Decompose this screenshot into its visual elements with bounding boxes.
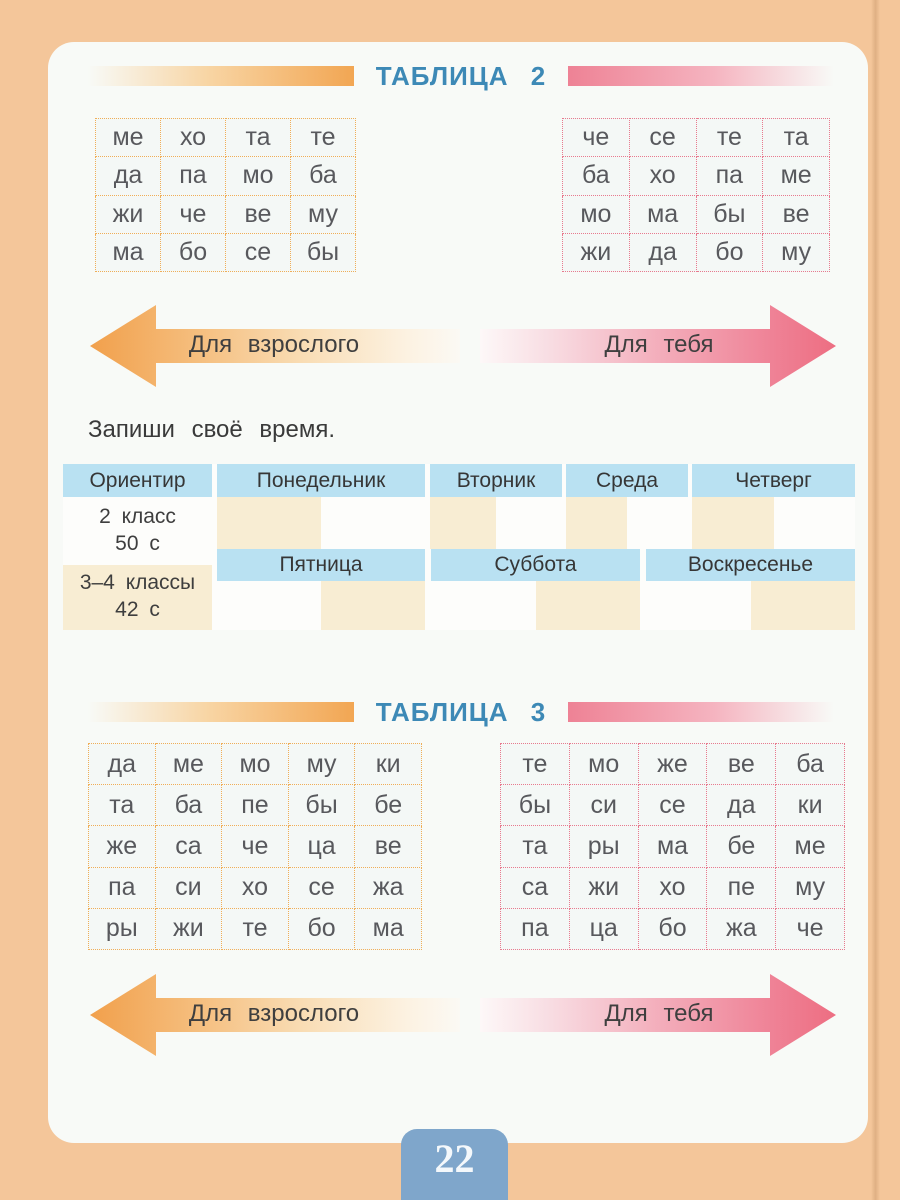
instruction-text: Запиши своё время. [88, 416, 336, 443]
syllable-cell: бо [161, 233, 226, 271]
syllable-cell: ма [629, 195, 696, 233]
syllable-cell: ры [569, 826, 638, 867]
syllable-cell: те [501, 744, 570, 785]
syllable-cell: мо [563, 195, 630, 233]
syllable-cell: жи [563, 233, 630, 271]
syllable-cell: ба [291, 157, 356, 195]
syllable-cell: хо [222, 867, 289, 908]
syllable-cell: ве [355, 826, 422, 867]
syllable-cell: че [563, 119, 630, 157]
benchmark-grade-3-4 [63, 569, 212, 623]
syllable-row [563, 157, 830, 195]
arrow-for-adult-label: Для взрослого [188, 999, 360, 1027]
syllable-cell: ба [155, 785, 222, 826]
benchmark-time-label: 42 с [115, 598, 160, 621]
syllable-table-2-adult [95, 118, 356, 272]
syllable-cell: се [629, 119, 696, 157]
syllable-cell: та [501, 826, 570, 867]
syllable-row [501, 826, 845, 867]
syllable-cell: ме [155, 744, 222, 785]
syllable-cell: че [222, 826, 289, 867]
syllable-cell: се [288, 867, 355, 908]
syllable-cell: бе [707, 826, 776, 867]
benchmark-time-label: 50 с [115, 532, 160, 555]
syllable-row [96, 195, 356, 233]
syllable-cell: му [763, 233, 830, 271]
arrow-for-child [480, 972, 838, 1058]
syllable-cell: ры [89, 908, 156, 949]
answer-cell [321, 581, 425, 630]
syllable-cell: ве [763, 195, 830, 233]
syllable-cell: бо [638, 908, 707, 949]
syllable-cell: хо [161, 119, 226, 157]
answer-cell [430, 497, 496, 549]
table3-title: ТАБЛИЦА 3 [375, 696, 547, 727]
syllable-cell: се [638, 785, 707, 826]
syllable-cell: са [155, 826, 222, 867]
gradient-bar-orange [88, 66, 354, 86]
syllable-cell: бо [696, 233, 763, 271]
syllable-cell: те [696, 119, 763, 157]
syllable-cell: да [96, 157, 161, 195]
page-number: 22 [434, 1136, 475, 1181]
arrow-for-child-label: Для тебя [604, 330, 714, 358]
benchmark-grade-label: 3–4 классы [79, 571, 196, 594]
syllable-cell: се [226, 233, 291, 271]
answer-cell [217, 497, 321, 549]
time-table-header-tuesday: Вторник [430, 464, 562, 497]
syllable-cell: жи [569, 867, 638, 908]
syllable-cell: му [291, 195, 356, 233]
syllable-row [89, 826, 422, 867]
syllable-cell: жа [355, 867, 422, 908]
syllable-cell: бе [355, 785, 422, 826]
arrow-for-adult-label: Для взрослого [188, 330, 360, 358]
syllable-cell: па [696, 157, 763, 195]
time-table-header-thursday: Четверг [692, 464, 855, 497]
syllable-cell: те [222, 908, 289, 949]
time-table-header-sunday: Воскресенье [646, 549, 855, 581]
syllable-cell: ме [96, 119, 161, 157]
syllable-cell: ма [96, 233, 161, 271]
syllable-cell: ба [563, 157, 630, 195]
syllable-cell: те [291, 119, 356, 157]
syllable-cell: си [569, 785, 638, 826]
syllable-row [96, 119, 356, 157]
syllable-row [89, 867, 422, 908]
syllable-cell: ме [763, 157, 830, 195]
syllable-row [501, 744, 845, 785]
syllable-cell: да [707, 785, 776, 826]
syllable-cell: жа [707, 908, 776, 949]
syllable-cell: бы [696, 195, 763, 233]
syllable-cell: жи [96, 195, 161, 233]
syllable-row [89, 785, 422, 826]
workbook-page [48, 42, 868, 1143]
syllable-row [96, 233, 356, 271]
answer-cell [692, 497, 774, 549]
syllable-cell: же [89, 826, 156, 867]
syllable-row [501, 867, 845, 908]
table2-title-row [88, 62, 834, 90]
syllable-cell: та [89, 785, 156, 826]
syllable-cell: мо [222, 744, 289, 785]
syllable-cell: че [161, 195, 226, 233]
syllable-cell: ме [776, 826, 845, 867]
page-edge-shadow [871, 0, 880, 1200]
page-number-tab [401, 1129, 508, 1200]
syllable-cell: пе [222, 785, 289, 826]
syllable-cell: та [763, 119, 830, 157]
syllable-cell: ма [638, 826, 707, 867]
syllable-cell: мо [569, 744, 638, 785]
syllable-cell: же [638, 744, 707, 785]
syllable-row [89, 744, 422, 785]
syllable-row [501, 908, 845, 949]
time-table-header-wednesday: Среда [566, 464, 688, 497]
syllable-table-3-child [500, 743, 845, 950]
syllable-cell: ки [776, 785, 845, 826]
syllable-row [501, 785, 845, 826]
time-table-header-orientir: Ориентир [63, 464, 212, 497]
benchmark-grade-label: 2 класс [99, 505, 176, 528]
syllable-cell: жи [155, 908, 222, 949]
table2-title: ТАБЛИЦА 2 [375, 60, 547, 91]
syllable-cell: бы [501, 785, 570, 826]
table3-title-row [88, 698, 834, 726]
syllable-row [563, 233, 830, 271]
syllable-cell: хо [629, 157, 696, 195]
time-table-header-monday: Понедельник [217, 464, 425, 497]
syllable-cell: бо [288, 908, 355, 949]
time-table [63, 464, 855, 630]
syllable-cell: си [155, 867, 222, 908]
syllable-table-3-adult [88, 743, 422, 950]
answer-cell [751, 581, 855, 630]
arrow-for-adult [88, 303, 460, 389]
syllable-cell: ца [569, 908, 638, 949]
syllable-table-2-child [562, 118, 830, 272]
syllable-cell: па [89, 867, 156, 908]
arrow-for-adult [88, 972, 460, 1058]
time-table-header-saturday: Суббота [431, 549, 640, 581]
answer-cell [536, 581, 640, 630]
syllable-cell: па [501, 908, 570, 949]
syllable-cell: ве [707, 744, 776, 785]
gradient-bar-pink [568, 702, 834, 722]
syllable-row [89, 908, 422, 949]
syllable-row [96, 157, 356, 195]
syllable-cell: ба [776, 744, 845, 785]
syllable-cell: мо [226, 157, 291, 195]
syllable-cell: ки [355, 744, 422, 785]
gradient-bar-orange [88, 702, 354, 722]
syllable-cell: ве [226, 195, 291, 233]
syllable-cell: да [89, 744, 156, 785]
syllable-cell: ца [288, 826, 355, 867]
arrow-for-child [480, 303, 838, 389]
answer-cell [566, 497, 627, 549]
syllable-cell: та [226, 119, 291, 157]
syllable-cell: ма [355, 908, 422, 949]
syllable-cell: че [776, 908, 845, 949]
syllable-cell: бы [288, 785, 355, 826]
syllable-cell: са [501, 867, 570, 908]
syllable-cell: бы [291, 233, 356, 271]
syllable-cell: му [288, 744, 355, 785]
syllable-cell: пе [707, 867, 776, 908]
syllable-row [563, 119, 830, 157]
gradient-bar-pink [568, 66, 834, 86]
syllable-cell: му [776, 867, 845, 908]
benchmark-grade-2 [63, 503, 212, 557]
arrow-for-child-label: Для тебя [604, 999, 714, 1027]
syllable-cell: па [161, 157, 226, 195]
time-table-header-friday: Пятница [217, 549, 425, 581]
syllable-cell: хо [638, 867, 707, 908]
syllable-row [563, 195, 830, 233]
syllable-cell: да [629, 233, 696, 271]
